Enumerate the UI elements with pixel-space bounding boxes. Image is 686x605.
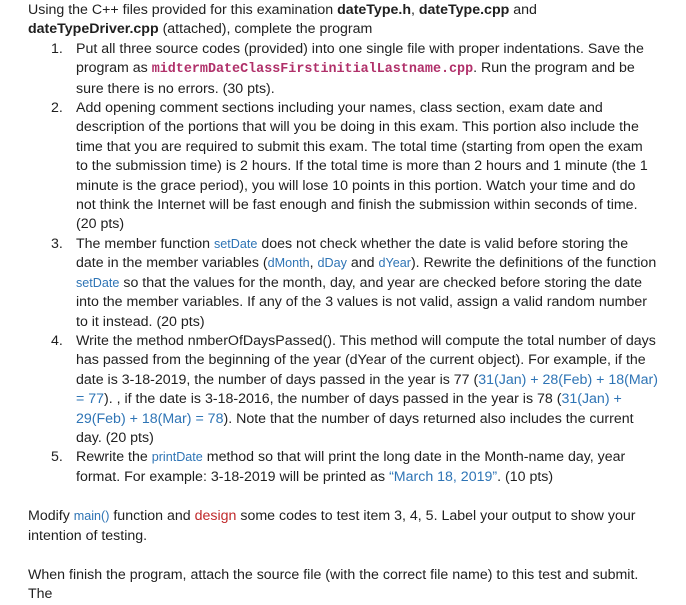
intro-text: , xyxy=(410,2,419,18)
code-setdate: setDate xyxy=(76,275,120,290)
file-name-header: dateType.h xyxy=(337,2,411,18)
intro-text: (attached), complete the program xyxy=(158,21,373,38)
task-list xyxy=(28,40,658,487)
task-item-2 xyxy=(28,99,658,235)
task-text: method so that will print the long date in the Month-name day, year format. For example: 3-18-2019 will be printed as xyxy=(76,449,626,485)
task-text: Write the method nmberOfDaysPassed(). This method will compute the total number of days has passed from the beginning of the year (dYear of the current object). For example, if the date is 3-18-2019, the number of days passed in the year is 77 ( xyxy=(76,332,656,388)
task-text: The member function xyxy=(76,235,214,252)
task-text: . Run the program and be sure there is no errors. (30 pts). xyxy=(76,60,635,97)
task-text: Add opening comment sections including your names, class section, exam date and description of the portions that will you be doing in this exam. This portion also include the time that you are required to submit this exam. The total time (starting from open the exam to the submission time) is 2 hours. If the total time is more than 2 hours and 1 minute (the 1 minute is the grace period), you will lose 10 points in this portion. Watch your time and do not think the Internet will be fast enough and finish the submission within seconds of time. (20 pts) xyxy=(76,100,648,233)
task-number: 2. xyxy=(51,100,63,117)
task-text: . (10 pts) xyxy=(497,468,554,485)
code-main: main() xyxy=(73,509,110,524)
task-text: Rewrite the xyxy=(76,449,152,466)
calc-example-2019: 31(Jan) + 28(Feb) + 18(Mar) = 77 xyxy=(76,371,659,408)
task-text: Put all three source codes (provided) into one single file with proper indentations. Save the program as xyxy=(76,40,644,77)
task-item-5 xyxy=(28,448,658,487)
intro-text: Using the C++ files provided for this examination xyxy=(28,2,338,18)
finish-paragraph: When finish the program, attach the source file (with the correct file name) to this test and submit. The xyxy=(28,566,639,603)
task-item-1 xyxy=(28,40,658,99)
code-dday: dDay xyxy=(317,256,347,271)
code-printdate: printDate xyxy=(151,450,203,465)
modify-text: function and xyxy=(109,508,195,525)
spacer xyxy=(28,487,658,507)
modify-paragraph xyxy=(28,507,658,546)
modify-text: Modify xyxy=(28,508,74,525)
intro-paragraph xyxy=(28,1,658,40)
file-name-cpp: dateType.cpp xyxy=(418,2,510,18)
task-text: ). , if the date is 3-18-2016, the number of days passed in the year is 78 ( xyxy=(104,391,562,408)
code-setdate: setDate xyxy=(214,236,258,251)
code-dmonth: dMonth xyxy=(267,256,310,271)
task-number: 3. xyxy=(51,235,63,252)
spacer xyxy=(28,546,658,566)
task-number: 4. xyxy=(51,332,63,349)
task-item-4 xyxy=(28,332,658,448)
task-text: so that the values for the month, day, and year are checked before storing the date into the member variables. If any of the 3 values is not valid, assign a valid random number to it instead. (20 pts) xyxy=(76,274,647,330)
task-text: ). Note that the number of days returned also includes the current day. (20 pts) xyxy=(76,410,634,446)
design-highlight: design xyxy=(194,508,237,525)
task-text: ). Rewrite the definitions of the function xyxy=(410,255,657,272)
task-text: , xyxy=(309,255,318,272)
task-text: and xyxy=(346,255,379,272)
calc-example-2016: 31(Jan) + 29(Feb) + 18(Mar) = 78 xyxy=(76,391,622,427)
code-dyear: dYear xyxy=(378,256,411,271)
task-text: does not check whether the date is valid before storing the date in the member variables ( xyxy=(76,235,629,272)
task-number: 1. xyxy=(51,40,63,57)
intro-text: and xyxy=(509,2,537,18)
required-file-name: midtermDateClassFirstinitialLastname.cpp xyxy=(151,62,474,78)
task-item-3 xyxy=(28,235,658,332)
file-name-driver: dateTypeDriver.cpp xyxy=(28,21,159,38)
quoted-example: “March 18, 2019” xyxy=(389,468,498,485)
task-number: 5. xyxy=(51,449,63,466)
modify-text: some codes to test item 3, 4, 5. Label your output to show your intention of testing. xyxy=(28,508,636,544)
